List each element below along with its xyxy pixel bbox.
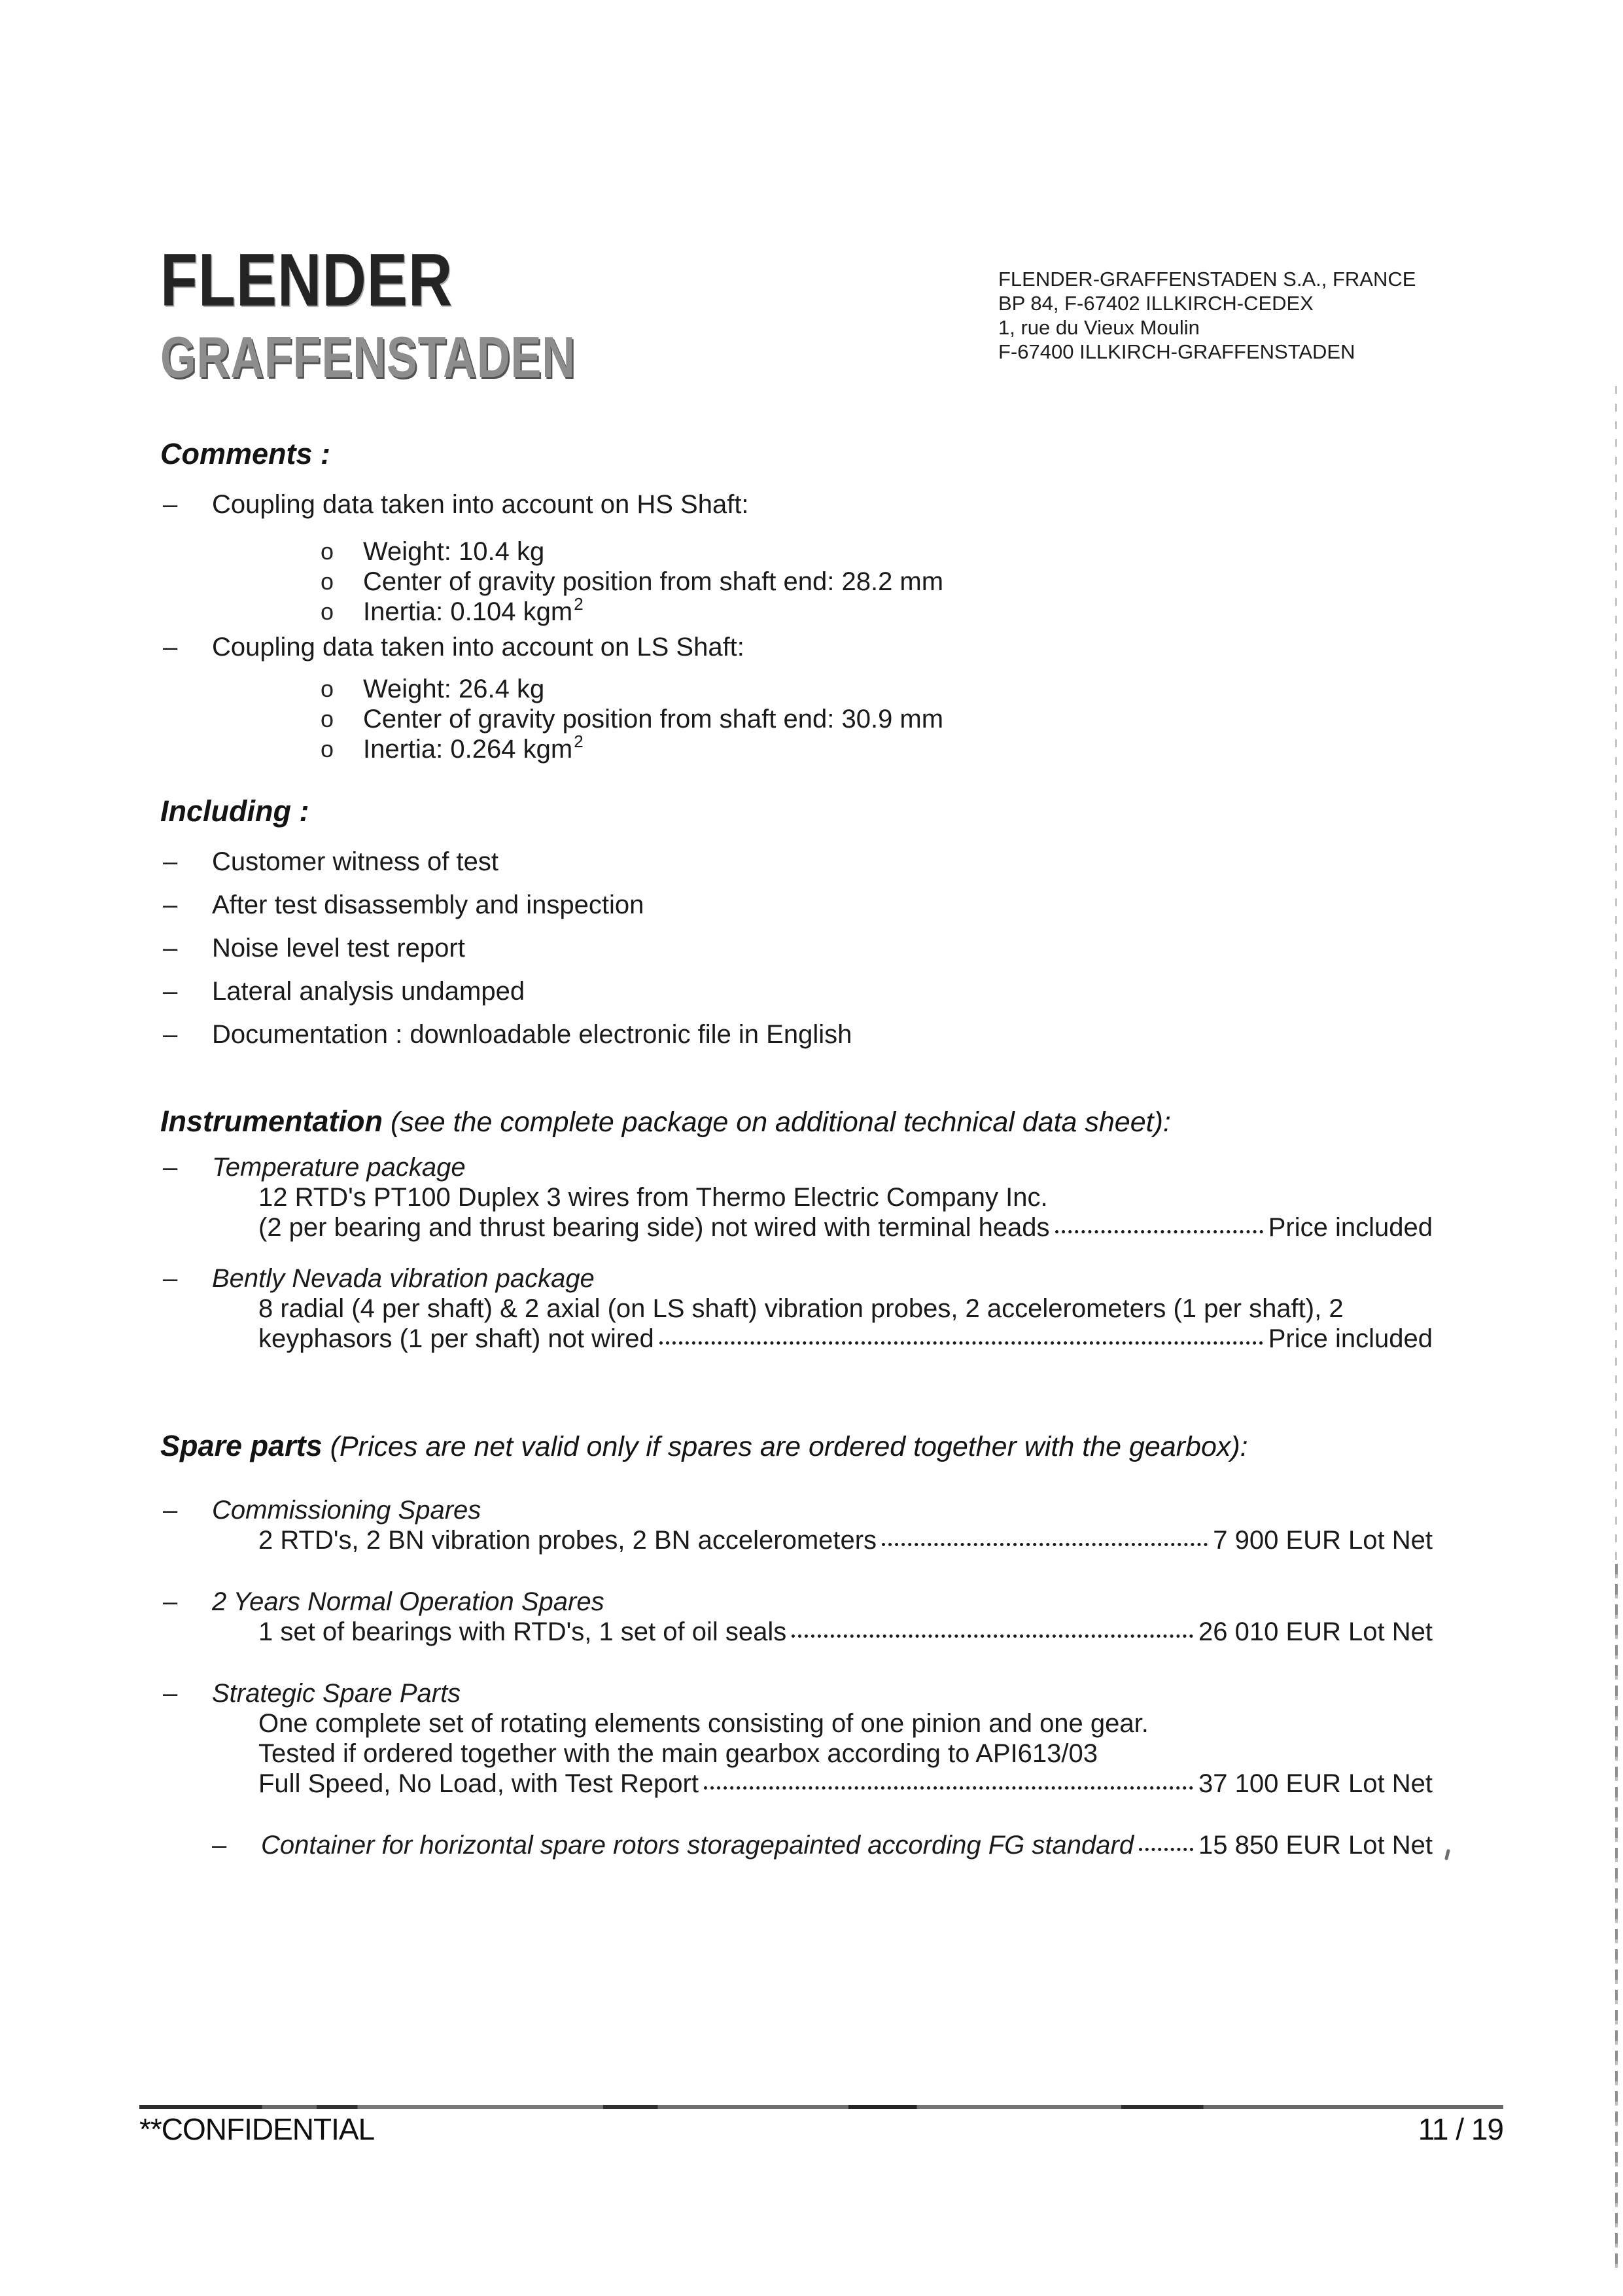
sub-bullet-text: Center of gravity position from shaft end: 28.2 mm xyxy=(363,567,944,596)
sub-bullet-hs-inertia xyxy=(160,594,1433,629)
including-item xyxy=(160,976,1433,1006)
spare-item-strategic xyxy=(160,1678,1433,1708)
dash-bullet: – xyxy=(212,1831,227,1860)
spare-item-commissioning xyxy=(160,1495,1433,1525)
item-title: Bently Nevada vibration package xyxy=(212,1264,595,1293)
inertia-value: Inertia: 0.104 kgm xyxy=(363,597,573,626)
sub-bullet-ls-inertia xyxy=(160,734,1433,767)
section-heading-comments: Comments : xyxy=(160,437,331,470)
bullet-text: Noise level test report xyxy=(212,934,465,963)
dash-bullet: – xyxy=(163,1264,178,1293)
dot-leader xyxy=(704,1786,1193,1790)
circle-bullet: o xyxy=(321,735,334,762)
scan-artifact-line xyxy=(1615,1564,1618,2274)
circle-bullet: o xyxy=(321,568,334,595)
sub-bullet-text xyxy=(363,594,584,629)
bullet-item-ls-shaft xyxy=(160,632,1433,662)
heading-bold: Instrumentation xyxy=(160,1104,383,1138)
sub-bullet-text: Weight: 10.4 kg xyxy=(363,537,545,566)
heading-tail: (Prices are net valid only if spares are ordered together with the gearbox): xyxy=(330,1431,1248,1462)
document-body xyxy=(160,437,1433,1860)
price-value: 37 100 EUR Lot Net xyxy=(1198,1769,1433,1798)
price-line-text: 1 set of bearings with RTD's, 1 set of oil seals xyxy=(258,1617,787,1646)
inertia-value: Inertia: 0.264 kgm xyxy=(363,735,573,764)
price-value: Price included xyxy=(1268,1213,1433,1242)
bullet-text: Coupling data taken into account on LS Shaft: xyxy=(212,633,744,662)
dot-leader xyxy=(1139,1848,1193,1851)
bullet-text: Documentation : downloadable electronic file in English xyxy=(212,1020,852,1049)
dash-bullet: – xyxy=(163,891,178,919)
sub-bullet-hs-cog xyxy=(160,567,1433,597)
circle-bullet: o xyxy=(321,675,334,702)
dash-bullet: – xyxy=(163,1153,178,1182)
logo-graffenstaden: GRAFFENSTADEN xyxy=(160,325,576,389)
footer-rule xyxy=(139,2105,1503,2109)
price-line-text: (2 per bearing and thrust bearing side) not wired with terminal heads xyxy=(258,1213,1050,1242)
logo-flender: FLENDER xyxy=(160,239,453,322)
item-title: Commissioning Spares xyxy=(212,1496,481,1525)
dash-bullet: – xyxy=(163,1679,178,1708)
including-item xyxy=(160,847,1433,877)
bullet-text: Customer witness of test xyxy=(212,847,498,876)
price-value: 15 850 EUR Lot Net xyxy=(1198,1831,1433,1860)
sub-bullet-ls-cog xyxy=(160,704,1433,734)
dash-bullet: – xyxy=(163,847,178,876)
dash-bullet: – xyxy=(163,1496,178,1525)
superscript: 2 xyxy=(574,732,584,751)
footer xyxy=(139,2112,1503,2146)
superscript: 2 xyxy=(574,594,584,614)
dot-leader xyxy=(659,1341,1263,1345)
including-item xyxy=(160,933,1433,963)
instrumentation-item-temperature xyxy=(160,1152,1433,1182)
scan-artifact-line xyxy=(1615,386,1617,1564)
address-line: BP 84, F-67402 ILLKIRCH-CEDEX xyxy=(998,292,1314,315)
company-address xyxy=(998,267,1416,364)
dash-bullet: – xyxy=(163,1587,178,1616)
item-title: Temperature package xyxy=(212,1153,466,1182)
heading-tail: (see the complete package on additional technical data sheet): xyxy=(391,1106,1171,1138)
price-value: 26 010 EUR Lot Net xyxy=(1198,1617,1433,1646)
dot-leader xyxy=(1055,1230,1263,1233)
price-line xyxy=(160,1324,1433,1354)
scan-artifact-mark xyxy=(1444,1849,1450,1861)
bullet-text: Coupling data taken into account on HS Shaft: xyxy=(212,490,749,519)
item-title: 2 Years Normal Operation Spares xyxy=(212,1587,604,1616)
circle-bullet: o xyxy=(321,705,334,732)
including-item xyxy=(160,890,1433,920)
section-heading-including: Including : xyxy=(160,794,309,828)
price-line xyxy=(160,1617,1433,1647)
price-line-text: 2 RTD's, 2 BN vibration probes, 2 BN accelerometers xyxy=(258,1526,877,1555)
bullet-text: Lateral analysis undamped xyxy=(212,977,525,1006)
heading-bold: Spare parts xyxy=(160,1429,323,1462)
bullet-item-hs-shaft xyxy=(160,489,1433,520)
sub-bullet-ls-weight xyxy=(160,674,1433,704)
price-line xyxy=(160,1525,1433,1555)
section-heading-instrumentation xyxy=(160,1104,1433,1139)
sub-bullet-text xyxy=(363,734,584,767)
dash-bullet: – xyxy=(163,934,178,963)
item-title: Container for horizontal spare rotors storage xyxy=(261,1831,775,1860)
page-number: 11 / 19 xyxy=(1418,2112,1503,2146)
dot-leader xyxy=(792,1634,1193,1638)
company-logo xyxy=(160,239,680,389)
item-title-rest: painted according FG standard xyxy=(774,1831,1134,1860)
price-line xyxy=(160,1769,1433,1799)
sub-bullet-text: Weight: 26.4 kg xyxy=(363,675,545,703)
dash-bullet: – xyxy=(163,1020,178,1049)
dash-bullet: – xyxy=(163,490,178,519)
price-line-text: Full Speed, No Load, with Test Report xyxy=(258,1769,699,1798)
item-line: One complete set of rotating elements consisting of one pinion and one gear. xyxy=(258,1709,1149,1738)
address-line: 1, rue du Vieux Moulin xyxy=(998,316,1200,339)
section-heading-spare-parts xyxy=(160,1429,1433,1464)
address-line: F-67400 ILLKIRCH-GRAFFENSTADEN xyxy=(998,340,1355,363)
circle-bullet: o xyxy=(321,538,334,565)
price-line-text: keyphasors (1 per shaft) not wired xyxy=(258,1324,654,1353)
sub-bullet-text: Center of gravity position from shaft end: 30.9 mm xyxy=(363,705,944,733)
circle-bullet: o xyxy=(321,598,334,625)
price-line xyxy=(160,1212,1433,1243)
item-title: Strategic Spare Parts xyxy=(212,1679,461,1708)
spare-item-two-years xyxy=(160,1587,1433,1617)
price-value: Price included xyxy=(1268,1324,1433,1353)
price-value: 7 900 EUR Lot Net xyxy=(1213,1526,1433,1555)
item-line: 8 radial (4 per shaft) & 2 axial (on LS shaft) vibration probes, 2 accelerometers (1 per shaft), 2 xyxy=(258,1294,1344,1323)
instrumentation-item-bently xyxy=(160,1263,1433,1294)
item-line: Tested if ordered together with the main gearbox according to API613/03 xyxy=(258,1739,1098,1768)
dot-leader xyxy=(882,1543,1208,1546)
spare-item-container xyxy=(160,1830,1433,1860)
confidential-label: **CONFIDENTIAL xyxy=(139,2112,375,2146)
dash-bullet: – xyxy=(163,977,178,1006)
item-line: 12 RTD's PT100 Duplex 3 wires from Thermo Electric Company Inc. xyxy=(258,1183,1048,1212)
dash-bullet: – xyxy=(163,633,178,662)
bullet-text: After test disassembly and inspection xyxy=(212,891,644,919)
address-line: FLENDER-GRAFFENSTADEN S.A., FRANCE xyxy=(998,268,1416,291)
including-item xyxy=(160,1019,1433,1050)
sub-bullet-hs-weight xyxy=(160,537,1433,567)
